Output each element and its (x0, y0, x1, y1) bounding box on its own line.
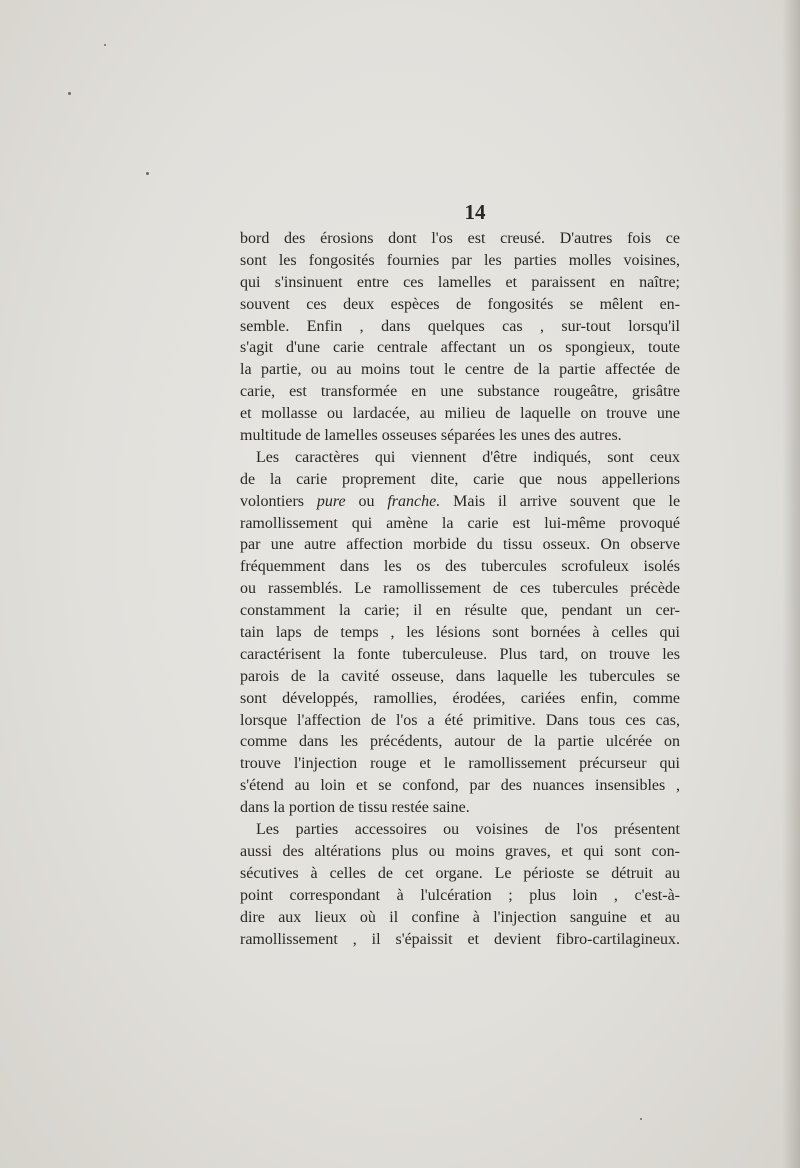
text-line: fréquemment dans les os des tubercules scrofuleux isolés (240, 558, 680, 576)
text-line: dans la portion de tissu restée saine. (240, 799, 470, 817)
text-line: et mollasse ou lardacée, au milieu de laquelle on trouve une (240, 405, 680, 423)
text-line: ramollissement qui amène la carie est lui-même provoqué (240, 514, 680, 532)
text-line: dire aux lieux où il confine à l'injection sanguine et au (240, 908, 680, 926)
text-line: sont les fongosités fournies par les parties molles voisines, (240, 251, 680, 269)
body-text (240, 228, 680, 950)
text-line: la partie, ou au moins tout le centre de la partie affectée de (240, 361, 680, 379)
text-line: trouve l'injection rouge et le ramollissement précurseur qui (240, 755, 680, 773)
text-line: par une autre affection morbide du tissu osseux. On observe (240, 536, 680, 554)
text-line: souvent ces deux espèces de fongosités se mêlent en- (240, 295, 680, 313)
italic-term: franche. (387, 492, 441, 510)
text-line: comme dans les précédents, autour de la partie ulcérée on (240, 733, 680, 751)
text-run: ou (358, 492, 375, 510)
text-line: s'agit d'une carie centrale affectant un os spongieux, toute (240, 339, 680, 357)
text-line: multitude de lamelles osseuses séparées les unes des autres. (240, 427, 622, 445)
text-line: ramollissement , il s'épaissit et devient fibro-cartilagineux. (240, 930, 680, 948)
italic-term: pure (316, 492, 346, 510)
text-line: s'étend au loin et se confond, par des nuances insensibles , (240, 777, 680, 795)
text-line: sécutives à celles de cet organe. Le périoste se détruit au (240, 864, 680, 882)
text-line: sont développés, ramollies, érodées, cariées enfin, comme (240, 689, 680, 707)
text-line: aussi des altérations plus ou moins graves, et qui sont con- (240, 842, 680, 860)
text-line: Les caractères qui viennent d'être indiqués, sont ceux (256, 448, 680, 466)
text-line: lorsque l'affection de l'os a été primitive. Dans tous ces cas, (240, 711, 680, 729)
text-line: tain laps de temps , les lésions sont bornées à celles qui (240, 624, 680, 642)
text-run: volontiers (240, 492, 304, 510)
text-line: Les parties accessoires ou voisines de l'os présentent (256, 821, 680, 839)
paper-speck (146, 172, 149, 175)
text-line: qui s'insinuent entre ces lamelles et paraissent en naître; (240, 273, 680, 291)
paper-speck (104, 44, 106, 46)
text-line: carie, est transformée en une substance rougeâtre, grisâtre (240, 383, 680, 401)
text-line: bord des érosions dont l'os est creusé. D'autres fois ce (240, 230, 680, 247)
text-run: Mais il arrive souvent que le (453, 492, 681, 510)
text-line-mixed (240, 491, 680, 513)
paper-speck (68, 92, 71, 95)
paper-speck (640, 1118, 642, 1120)
page-edge-shadow (782, 0, 800, 1168)
text-line: semble. Enfin , dans quelques cas , sur-tout lorsqu'il (240, 317, 680, 335)
text-line: constamment la carie; il en résulte que, pendant un cer- (240, 602, 680, 620)
text-line: de la carie proprement dite, carie que nous appellerions (240, 470, 680, 488)
text-line: ou rassemblés. Le ramollissement de ces tubercules précède (240, 580, 680, 598)
page-number: 14 (464, 200, 486, 224)
text-line: caractérisent la fonte tuberculeuse. Plus tard, on trouve les (240, 645, 680, 663)
text-line: point correspondant à l'ulcération ; plus loin , c'est-à- (240, 886, 680, 904)
text-line: parois de la cavité osseuse, dans laquelle les tubercules se (240, 667, 680, 685)
